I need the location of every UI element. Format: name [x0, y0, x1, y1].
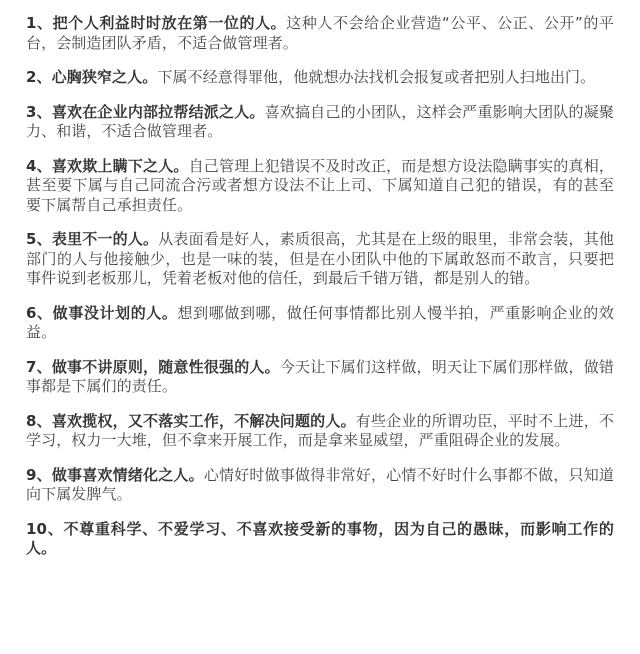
item-title: 表里不一的人。 [51, 230, 159, 248]
item-title: 不尊重科学、不爱学习、不喜欢接受新的事物，因为自己的愚昧，而影响工作的人。 [26, 519, 614, 557]
list-item [26, 14, 614, 53]
item-number: 3、 [26, 102, 52, 121]
list-item [26, 520, 614, 559]
list-item [26, 358, 614, 397]
list-item [26, 103, 614, 142]
item-number: 4、 [26, 156, 52, 175]
item-body: 这种人不会给企业营造“公平、公正、公开”的平台，会制造团队矛盾，不适合做管理者。 [26, 14, 614, 52]
item-number: 7、 [26, 357, 52, 376]
item-body: 想到哪做到哪，做任何事情都比别人慢半拍，严重影响企业的效益。 [26, 303, 614, 341]
item-title: 做事喜欢情绪化之人。 [51, 465, 204, 484]
item-title: 把个人利益时时放在第一位的人。 [52, 14, 287, 32]
item-body: 今天让下属们这样做，明天让下属们那样做，做错事都是下属们的责任。 [26, 357, 615, 395]
item-body: 喜欢搞自己的小团队，这样会严重影响大团队的凝聚力、和谐，不适合做管理者。 [26, 102, 615, 140]
list-item [26, 304, 614, 343]
item-number: 2、 [26, 68, 52, 86]
item-number: 10、 [26, 519, 64, 538]
item-body: 从表面看是好人，素质很高，尤其是在上级的眼里，非常会装，其他部门的人与他接触少，也是一味的装，但是在小团队中他的下属敢怒而不敢言，只要把事件说到老板那儿，凭着老板对他的信任，到最后千错万错，都是别人的错。 [26, 230, 615, 287]
item-number: 9、 [26, 465, 52, 484]
list-item [26, 68, 614, 88]
item-number: 6、 [26, 303, 53, 322]
list-item [26, 412, 614, 451]
item-body: 有些企业的所谓功臣，平时不上进，不学习，权力一大堆，但不拿来开展工作，而是拿来显威望，严重阻碍企业的发展。 [26, 411, 615, 449]
item-title: 心胸狭窄之人。 [51, 68, 158, 86]
list-item [26, 157, 614, 216]
item-body: 心情好时做事做得非常好，心情不好时什么事都不做，只知道向下属发脾气。 [26, 465, 615, 503]
item-body: 下属不经意得罪他，他就想办法找机会报复或者把别人扫地出门。 [157, 68, 596, 86]
item-number: 1、 [26, 14, 53, 32]
item-title: 做事没计划的人。 [52, 303, 178, 322]
item-title: 喜欢在企业内部拉帮结派之人。 [51, 102, 265, 121]
item-title: 做事不讲原则，随意性很强的人。 [51, 357, 280, 376]
item-body: 自己管理上犯错误不及时改正，而是想方设法隐瞒事实的真相，甚至要下属与自己同流合污或者想方设法不让上司、下属知道自己犯的错误，有的甚至要下属帮自己承担责任。 [26, 156, 614, 214]
item-number: 5、 [26, 230, 52, 248]
item-title: 喜欢欺上瞒下之人。 [51, 156, 189, 175]
item-number: 8、 [26, 411, 52, 430]
list-item [26, 466, 614, 505]
item-title: 喜欢揽权，又不落实工作，不解决问题的人。 [51, 411, 356, 430]
list-item [26, 230, 614, 289]
